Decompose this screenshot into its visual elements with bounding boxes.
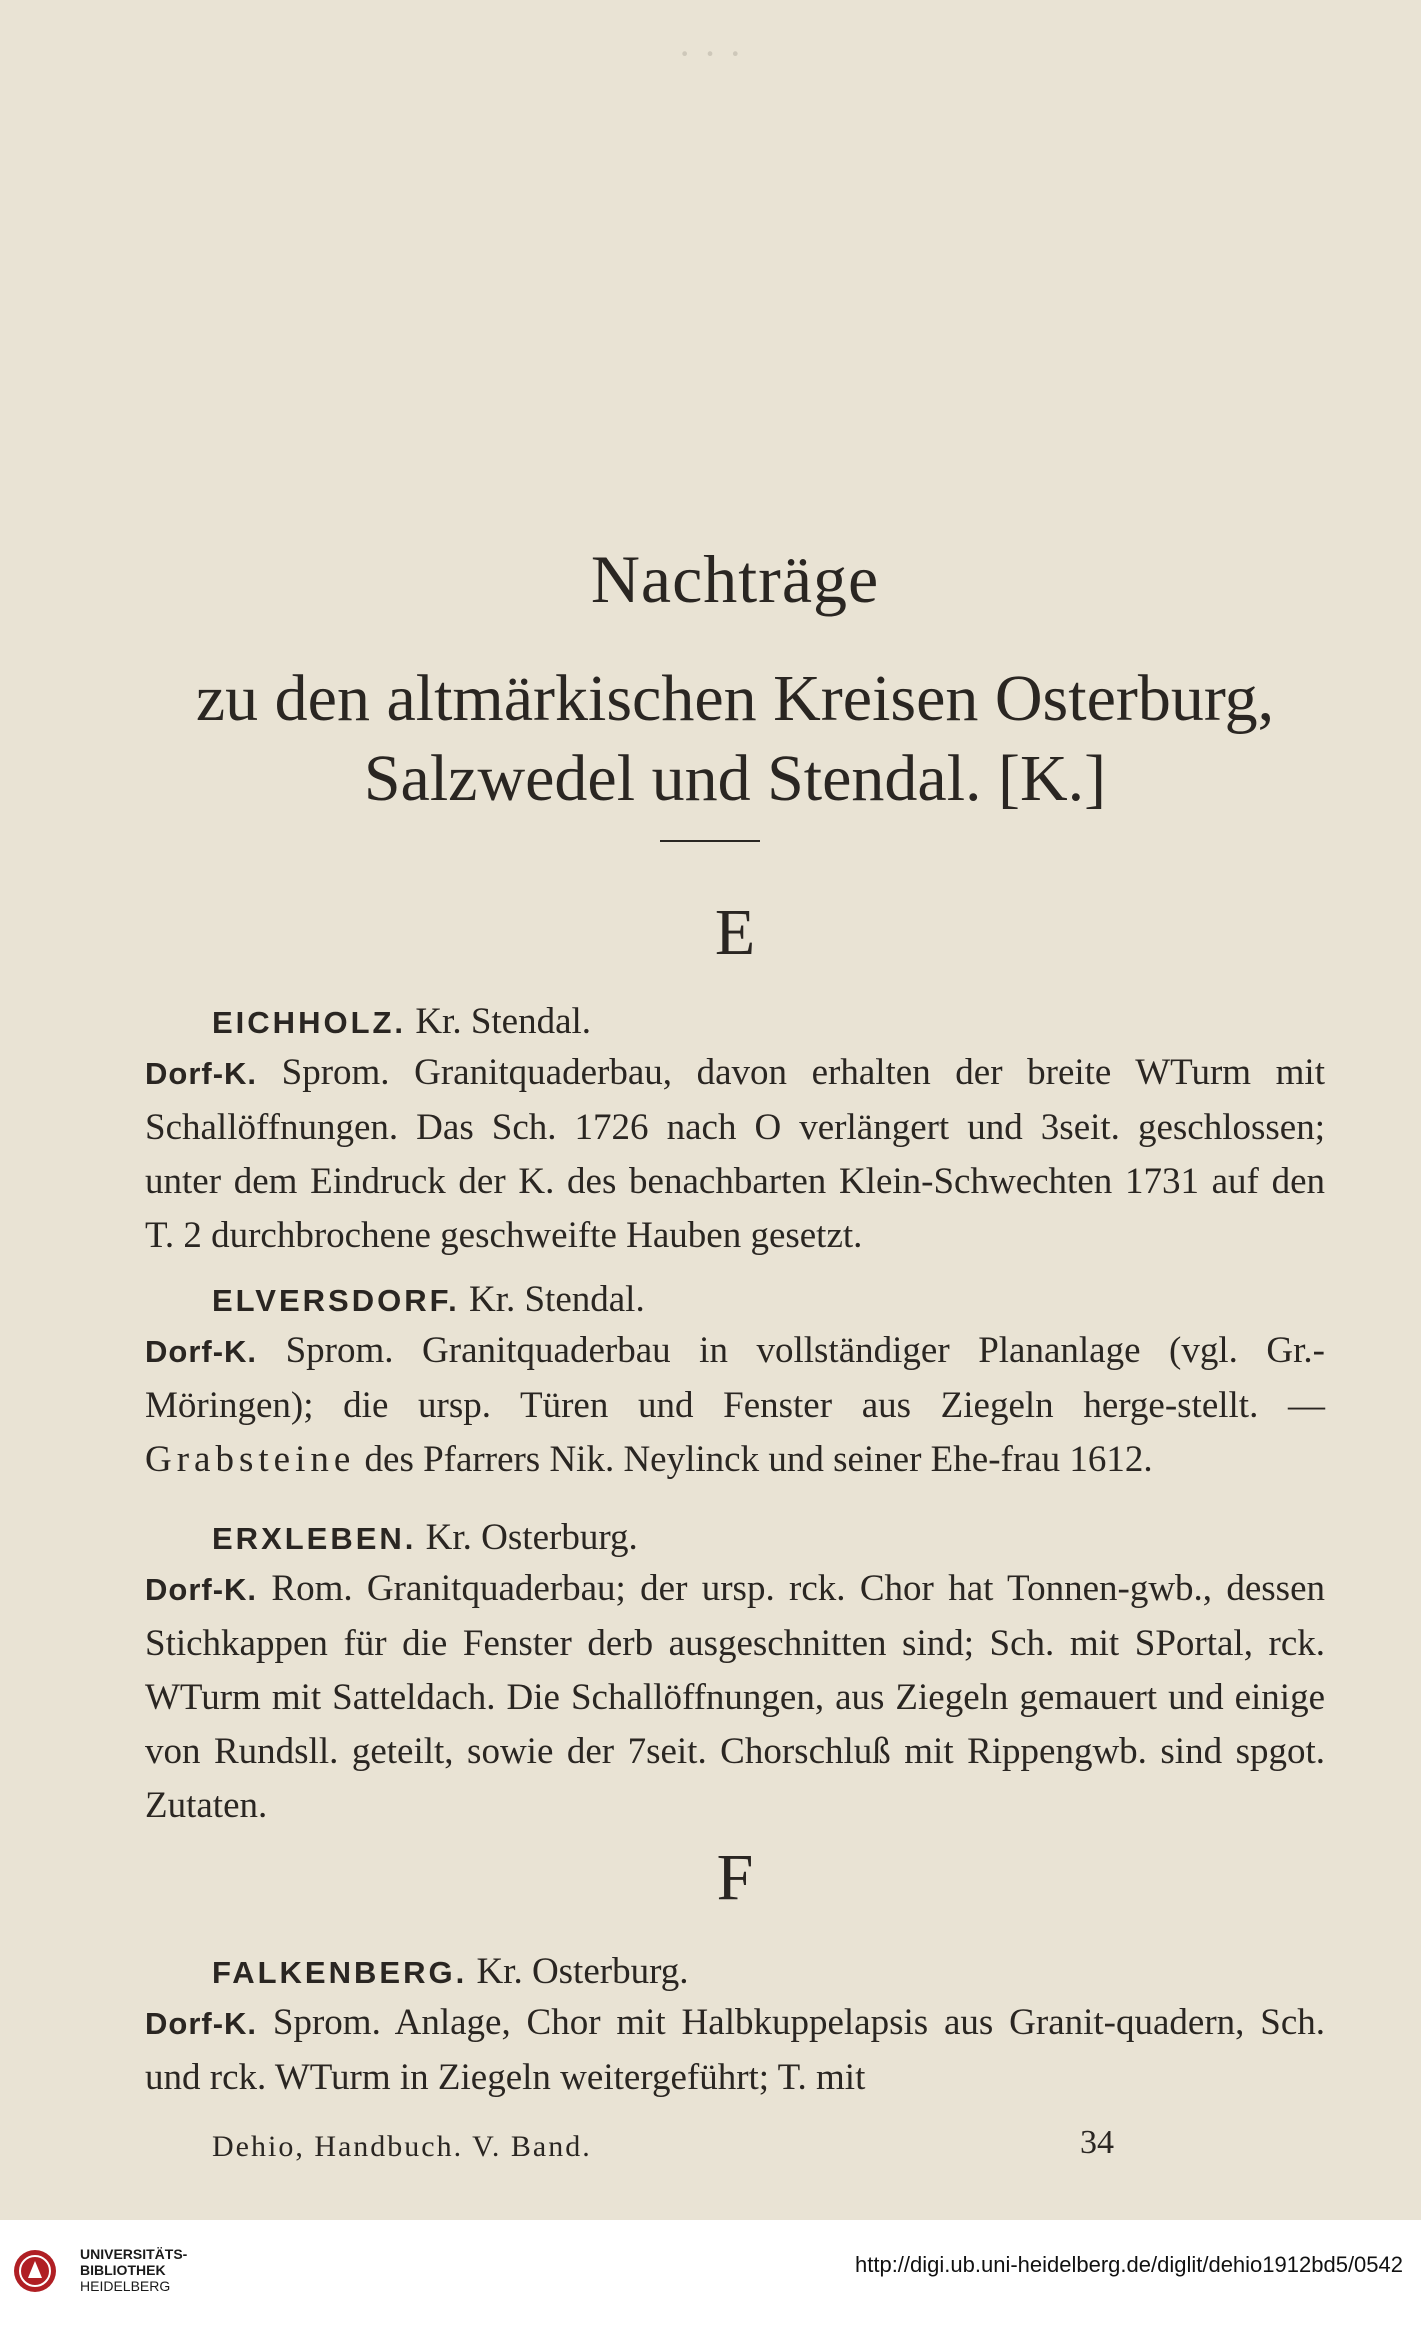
university-seal-icon	[12, 2248, 58, 2294]
district-name: Kr. Stendal.	[468, 1279, 645, 1320]
place-name: ELVERSDORF.	[212, 1283, 460, 1318]
entry-text: des Pfarrers Nik. Neylinck und seiner Ehe-frau 1612.	[355, 1439, 1153, 1480]
entry-label: Dorf-K.	[145, 1572, 258, 1607]
district-name: Kr. Osterburg.	[425, 1517, 638, 1558]
page-number: 34	[1080, 2124, 1114, 2161]
entry-heading-elversdorf	[212, 1278, 645, 1323]
entry-label: Dorf-K.	[145, 1334, 258, 1369]
entry-text: Sprom. Granitquaderbau in vollständiger Plananlage (vgl. Gr.-Möringen); die ursp. Türen und Fenster aus Ziegeln herge-stellt. —	[145, 1330, 1325, 1426]
place-name: FALKENBERG.	[212, 1955, 468, 1990]
entry-elversdorf	[145, 1324, 1325, 1487]
entry-text: Sprom. Anlage, Chor mit Halbkuppelapsis aus Granit-quadern, Sch. und rck. WTurm in Ziegeln weitergeführt; T. mit	[145, 2002, 1326, 2098]
entry-heading-falkenberg	[212, 1950, 688, 1995]
institution-line-2: BIBLIOTHEK	[80, 2262, 166, 2278]
page-footer-source: Dehio, Handbuch. V. Band.	[212, 2130, 592, 2163]
permalink-url[interactable]: http://digi.ub.uni-heidelberg.de/diglit/dehio1912bd5/0542	[855, 2252, 1403, 2277]
entry-label: Dorf-K.	[145, 1056, 258, 1091]
entry-label: Dorf-K.	[145, 2006, 258, 2041]
place-name: EICHHOLZ.	[212, 1005, 407, 1040]
entry-text-spaced: Grabsteine	[145, 1439, 356, 1480]
institution-line-3: HEIDELBERG	[80, 2278, 171, 2294]
district-name: Kr. Osterburg.	[476, 1951, 689, 1992]
bleed-through-text: · · ·	[678, 31, 743, 76]
place-name: ERXLEBEN.	[212, 1521, 417, 1556]
institution-line-1: UNIVERSITÄTS-	[80, 2246, 188, 2262]
entry-erxleben	[145, 1562, 1325, 1833]
district-name: Kr. Stendal.	[415, 1001, 592, 1042]
entry-heading-erxleben	[212, 1516, 638, 1561]
section-letter-f: F	[716, 1841, 754, 1914]
title-divider	[660, 840, 760, 842]
institution-name	[80, 2246, 187, 2294]
entry-eichholz	[145, 1046, 1325, 1263]
page-title: Nachträge	[590, 541, 880, 617]
page-subtitle-line-2: Salzwedel und Stendal. [K.]	[363, 742, 1107, 815]
entry-heading-eichholz	[212, 1000, 591, 1045]
entry-text: Rom. Granitquaderbau; der ursp. rck. Chor hat Tonnen-gwb., dessen Stichkappen für die Fenster derb ausgeschnitten sind; Sch. mit SPortal, rck. WTurm mit Satteldach. Die Schallöffnungen, aus Ziegeln gemauert und einige von Rundsll. geteilt, sowie der 7seit. Chorschluß mit Rippengwb. sind spgot. Zutaten.	[145, 1568, 1326, 1826]
page-subtitle-line-1: zu den altmärkischen Kreisen Osterburg,	[195, 662, 1275, 735]
entry-falkenberg	[145, 1996, 1325, 2105]
section-letter-e: E	[714, 896, 756, 969]
page-content	[145, 40, 1325, 2200]
entry-text: Sprom. Granitquaderbau, davon erhalten der breite WTurm mit Schallöffnungen. Das Sch. 1726 nach O verlängert und 3seit. geschlossen; unter dem Eindruck der K. des benachbarten Klein-Schwechten 1731 auf den T. 2 durchbrochene geschweifte Hauben gesetzt.	[145, 1052, 1325, 1256]
